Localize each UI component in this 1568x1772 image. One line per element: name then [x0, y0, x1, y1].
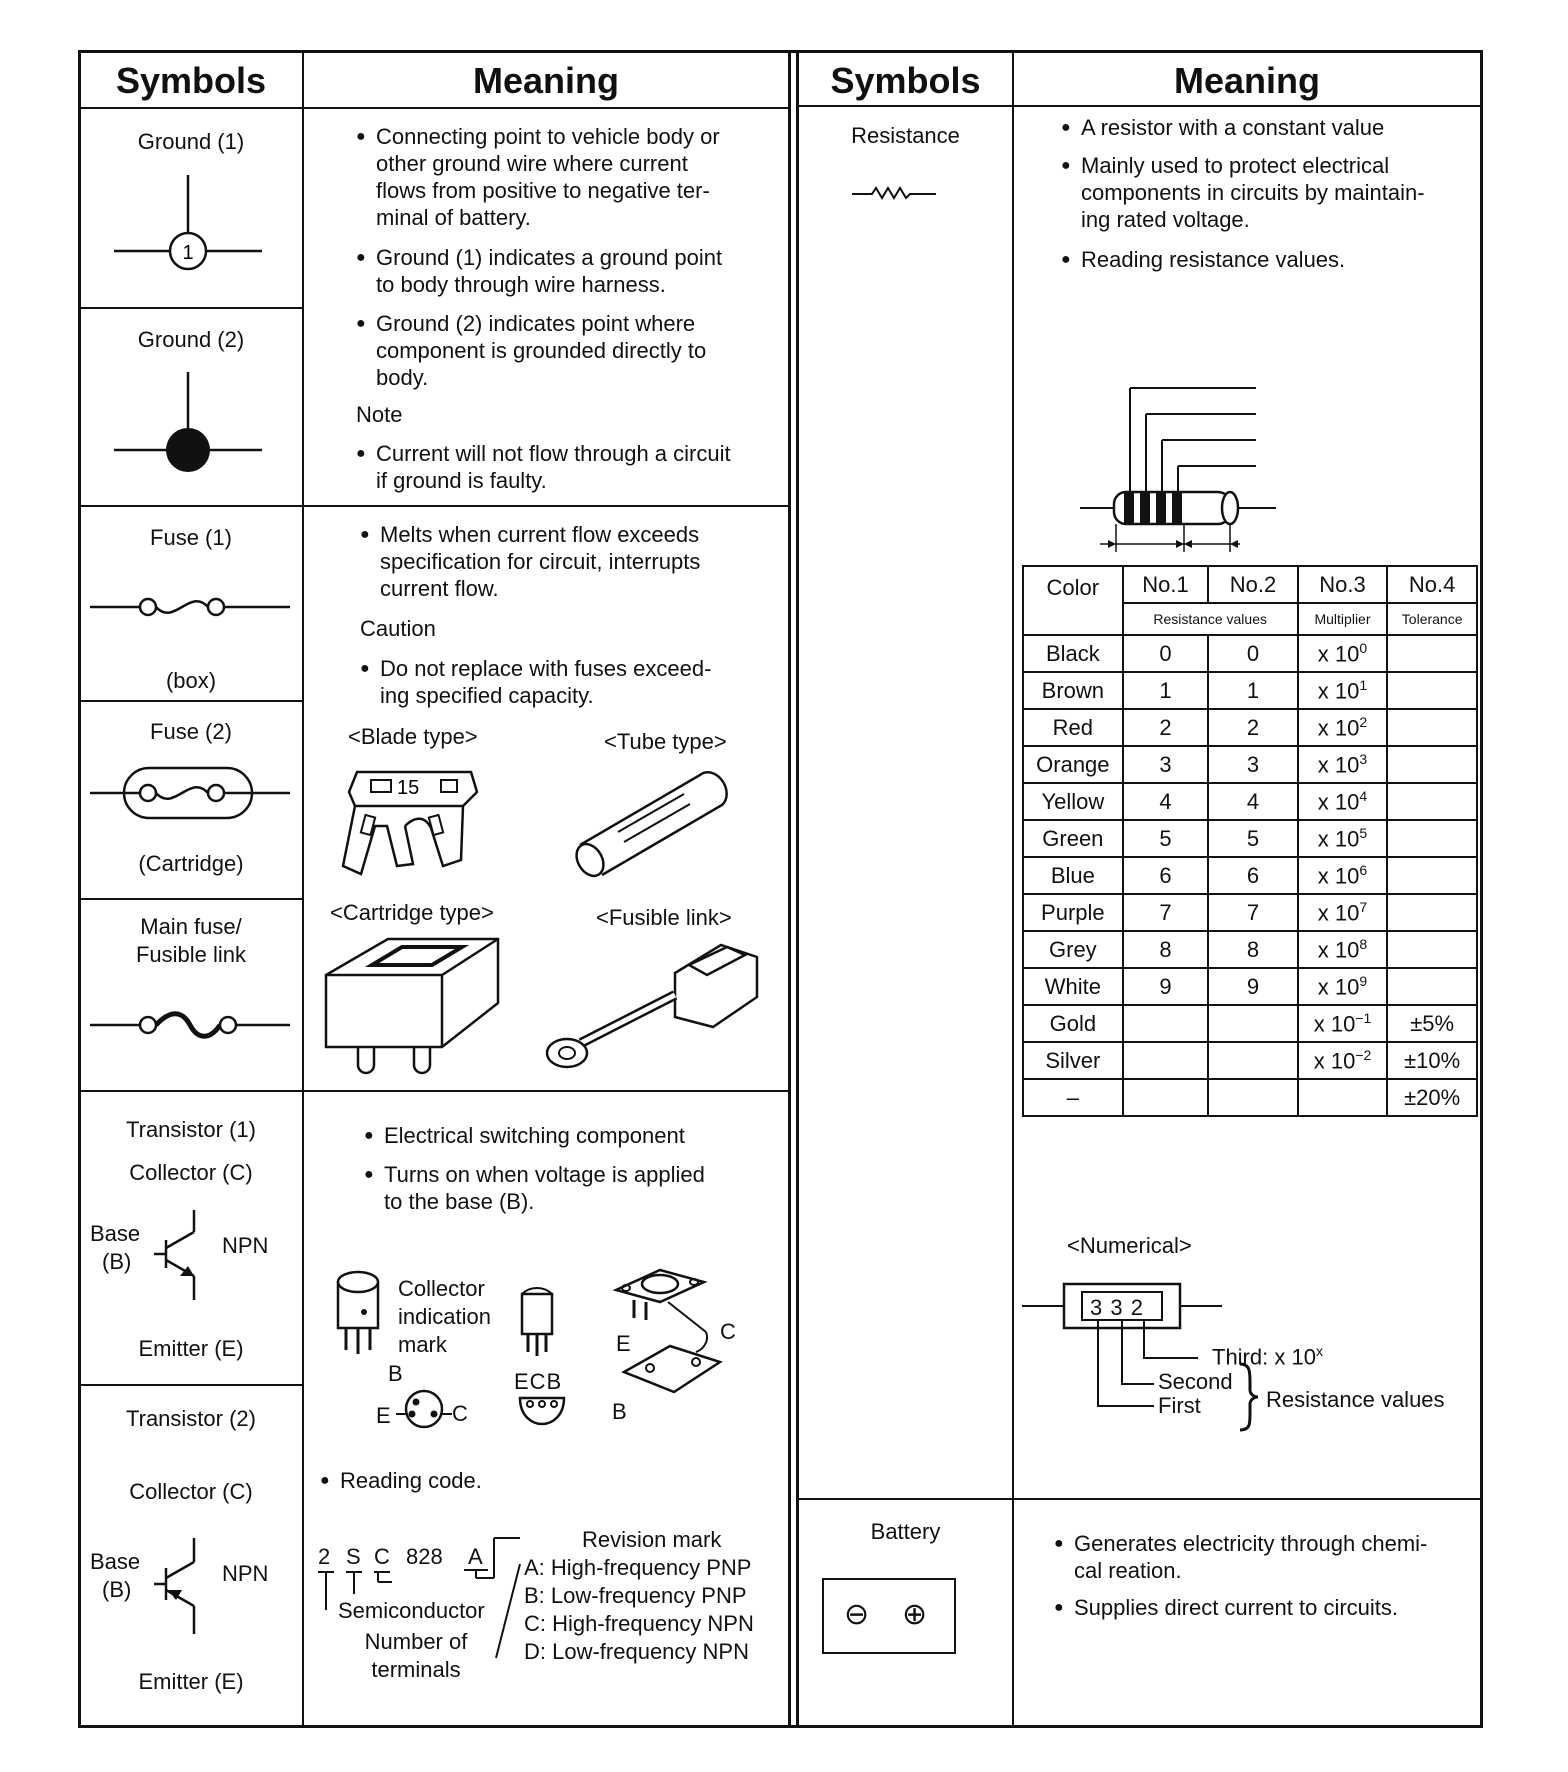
- numerical-first: First: [1158, 1393, 1201, 1418]
- table-row: [1023, 931, 1477, 968]
- cell-multiplier: x $10^0$: [1298, 635, 1388, 672]
- cell-no1: 7: [1123, 894, 1209, 931]
- transistor1-base-2: (B): [102, 1249, 132, 1274]
- battery-minus-icon: ⊖: [844, 1598, 870, 1631]
- collector-mark-line-3: mark: [398, 1332, 447, 1357]
- table-row: [1023, 709, 1477, 746]
- battery-symbol: [822, 1578, 956, 1654]
- mainfuse-symbol: [90, 1010, 290, 1040]
- header-meaning-right: Meaning: [1173, 60, 1320, 101]
- round-pin-b: B: [388, 1361, 403, 1386]
- table-subheader-resistance-values: Resistance values: [1123, 603, 1298, 635]
- table-header-color: Color: [1023, 566, 1123, 635]
- cell-no1: [1123, 1079, 1209, 1116]
- cell-no1: [1123, 1005, 1209, 1042]
- round-pin-c: C: [452, 1401, 468, 1426]
- numerical-resistance-values: Resistance values: [1266, 1387, 1445, 1412]
- battery-bullet-1: ● Generates electricity through chemi- cal reation.: [1054, 1530, 1427, 1584]
- cell-no2: 1: [1208, 672, 1297, 709]
- power-pin-c: C: [720, 1319, 736, 1344]
- cell-color: Gold: [1023, 1005, 1123, 1042]
- ground-note: Note: [356, 402, 403, 427]
- cell-tolerance: [1387, 672, 1477, 709]
- cartridge-type-label: <Cartridge type>: [330, 900, 494, 925]
- fusible-link-illustration: [545, 935, 765, 1080]
- cell-no2: 0: [1208, 635, 1297, 672]
- cell-no1: 4: [1123, 783, 1209, 820]
- numerical-third: Third: x 10$^x$: [1212, 1343, 1323, 1370]
- type-a: A: High-frequency PNP: [524, 1555, 752, 1580]
- transistor-package-flat-side: [518, 1290, 558, 1360]
- cell-no1: 1: [1123, 672, 1209, 709]
- ground-meaning-bullet-3: ● Ground (2) indicates point where component is grounded directly to body.: [356, 310, 706, 391]
- blade-type-label: <Blade type>: [348, 724, 478, 749]
- transistor1-base-1: Base: [90, 1221, 141, 1246]
- cell-color: Brown: [1023, 672, 1123, 709]
- cell-no1: 3: [1123, 746, 1209, 783]
- table-row: [1023, 1079, 1477, 1116]
- terminals-label-2: terminals: [371, 1657, 461, 1682]
- cartridge-fuse-illustration: [322, 935, 502, 1075]
- fuse1-label: Fuse (1): [150, 525, 232, 550]
- ground-meaning-bullet-2: ● Ground (1) indicates a ground point to body through wire harness.: [356, 244, 722, 298]
- cell-no2: [1208, 1079, 1297, 1116]
- table-header-no3: No.3: [1298, 566, 1388, 603]
- transistor1-emitter: Emitter (E): [138, 1336, 244, 1361]
- fuse2-label: Fuse (2): [150, 719, 232, 744]
- tube-fuse-illustration: [570, 760, 750, 870]
- cell-color: Grey: [1023, 931, 1123, 968]
- cell-no2: [1208, 1042, 1297, 1079]
- cell-multiplier: x $10^2$: [1298, 709, 1388, 746]
- numerical-label: <Numerical>: [1067, 1233, 1192, 1258]
- transistor1-npn: NPN: [222, 1233, 269, 1258]
- code-type: C: [374, 1544, 390, 1569]
- ground2-label: Ground (2): [137, 327, 245, 352]
- numerical-second: Second: [1158, 1369, 1233, 1394]
- resistor-symbol: [852, 186, 936, 200]
- transistor2-base-1: Base: [90, 1549, 141, 1574]
- ground2-symbol: [110, 372, 270, 472]
- ground-meaning-bullet-1: ● Connecting point to vehicle body or other ground wire where current flows from positive to negative ter- minal of battery.: [356, 123, 720, 231]
- cell-no1: [1123, 1042, 1209, 1079]
- cell-no2: 9: [1208, 968, 1297, 1005]
- cell-color: Silver: [1023, 1042, 1123, 1079]
- ground1-label: Ground (1): [137, 129, 245, 154]
- collector-mark-line-2: indication: [398, 1304, 491, 1329]
- code-revision: A: [468, 1544, 483, 1569]
- cell-multiplier: x $10^8$: [1298, 931, 1388, 968]
- fuse-meaning-bullet-1: ● Melts when current flow exceeds specification for circuit, interrupts current flow.: [360, 521, 700, 602]
- cell-no2: 3: [1208, 746, 1297, 783]
- cell-no2: 5: [1208, 820, 1297, 857]
- cell-color: Black: [1023, 635, 1123, 672]
- ground1-symbol: [110, 175, 270, 275]
- transistor2-symbol: [150, 1538, 210, 1634]
- cell-multiplier: x $10^9$: [1298, 968, 1388, 1005]
- cell-no2: 2: [1208, 709, 1297, 746]
- cell-multiplier: x $10^6$: [1298, 857, 1388, 894]
- mainfuse-label-2: Fusible link: [135, 942, 247, 967]
- cell-tolerance: [1387, 894, 1477, 931]
- fuse2-sub: (Cartridge): [138, 851, 244, 876]
- cell-color: Blue: [1023, 857, 1123, 894]
- fuse-caution: Caution: [360, 616, 436, 641]
- blade-fuse-value: 15: [397, 777, 420, 799]
- transistor2-label: Transistor (2): [126, 1406, 256, 1431]
- header-symbols-left: Symbols: [115, 60, 267, 101]
- table-row: [1023, 1005, 1477, 1042]
- table-row: [1023, 672, 1477, 709]
- table-row: [1023, 1042, 1477, 1079]
- code-leader-lines: [316, 1530, 536, 1660]
- transistor2-base-2: (B): [102, 1577, 132, 1602]
- cell-multiplier: x $10^{-2}$: [1298, 1042, 1388, 1079]
- table-header-no4: No.4: [1387, 566, 1477, 603]
- transistor-meaning-bullet-1: ● Electrical switching component: [364, 1122, 685, 1149]
- cell-color: Yellow: [1023, 783, 1123, 820]
- code-number: 828: [406, 1544, 443, 1569]
- table-row: [1023, 857, 1477, 894]
- table-row: [1023, 783, 1477, 820]
- table-subheader-tolerance: Tolerance: [1387, 603, 1477, 635]
- fuse-meaning-bullet-2: ● Do not replace with fuses exceed- ing specified capacity.: [360, 655, 711, 709]
- cell-no1: 2: [1123, 709, 1209, 746]
- header-meaning-left: Meaning: [472, 60, 619, 101]
- cell-multiplier: x $10^4$: [1298, 783, 1388, 820]
- transistor-meaning-bullet-3: ● Reading code.: [320, 1467, 482, 1494]
- cell-no2: 4: [1208, 783, 1297, 820]
- cell-tolerance: ±5%: [1387, 1005, 1477, 1042]
- battery-bullet-2: ● Supplies direct current to circuits.: [1054, 1594, 1398, 1621]
- transistor-package-round-bottom: [396, 1384, 452, 1434]
- resistance-bullet-2: ● Mainly used to protect electrical components in circuits by maintain- ing rated voltage.: [1061, 152, 1425, 233]
- cell-no2: 8: [1208, 931, 1297, 968]
- cell-no2: 7: [1208, 894, 1297, 931]
- cell-tolerance: [1387, 746, 1477, 783]
- cell-no2: [1208, 1005, 1297, 1042]
- cell-tolerance: [1387, 857, 1477, 894]
- table-header-no1: No.1: [1123, 566, 1209, 603]
- cell-tolerance: [1387, 709, 1477, 746]
- table-header-no2: No.2: [1208, 566, 1297, 603]
- table-row: [1023, 894, 1477, 931]
- cell-tolerance: [1387, 968, 1477, 1005]
- transistor1-label: Transistor (1): [126, 1117, 256, 1142]
- revision-mark-label: Revision mark: [582, 1527, 722, 1552]
- code-number-of-terminals: 2: [318, 1544, 331, 1569]
- table-row: [1023, 968, 1477, 1005]
- type-b: B: Low-frequency PNP: [524, 1583, 747, 1608]
- battery-plus-icon: ⊕: [902, 1598, 928, 1631]
- table-row: [1023, 635, 1477, 672]
- round-pin-e: E: [376, 1403, 391, 1428]
- cell-no1: 5: [1123, 820, 1209, 857]
- cell-tolerance: ±20%: [1387, 1079, 1477, 1116]
- fuse1-sub: (box): [165, 668, 217, 693]
- resistor-band-illustration: [1080, 386, 1280, 554]
- transistor2-npn: NPN: [222, 1561, 269, 1586]
- terminals-label-1: Number of: [364, 1629, 468, 1654]
- cell-color: Orange: [1023, 746, 1123, 783]
- transistor1-collector: Collector (C): [129, 1160, 253, 1185]
- numerical-brace: [1236, 1362, 1260, 1432]
- resistance-label: Resistance: [851, 123, 960, 148]
- cell-tolerance: [1387, 931, 1477, 968]
- cell-no1: 8: [1123, 931, 1209, 968]
- code-semiconductor: S: [346, 1544, 361, 1569]
- cell-tolerance: [1387, 635, 1477, 672]
- type-d: D: Low-frequency NPN: [524, 1639, 749, 1664]
- ground1-node-number: 1: [182, 242, 194, 264]
- table-row: [1023, 746, 1477, 783]
- cell-multiplier: x $10^3$: [1298, 746, 1388, 783]
- cell-multiplier: x $10^5$: [1298, 820, 1388, 857]
- table-subheader-multiplier: Multiplier: [1298, 603, 1388, 635]
- transistor-package-round-side: [334, 1268, 394, 1358]
- cell-no1: 6: [1123, 857, 1209, 894]
- tube-type-label: <Tube type>: [604, 729, 727, 754]
- cell-no1: 0: [1123, 635, 1209, 672]
- blade-fuse-illustration: [335, 766, 485, 886]
- cell-color: –: [1023, 1079, 1123, 1116]
- cell-no1: 9: [1123, 968, 1209, 1005]
- cell-color: Red: [1023, 709, 1123, 746]
- flat-pin-ecb: ECB: [514, 1369, 563, 1394]
- transistor-meaning-bullet-2: ● Turns on when voltage is applied to the base (B).: [364, 1161, 705, 1215]
- cell-tolerance: [1387, 783, 1477, 820]
- cell-multiplier: [1298, 1079, 1388, 1116]
- cell-no2: 6: [1208, 857, 1297, 894]
- fuse1-symbol: [90, 592, 290, 622]
- semiconductor-label: Semiconductor: [338, 1598, 485, 1623]
- cell-multiplier: x $10^{-1}$: [1298, 1005, 1388, 1042]
- transistor2-collector: Collector (C): [129, 1479, 253, 1504]
- cell-multiplier: x $10^7$: [1298, 894, 1388, 931]
- type-c: C: High-frequency NPN: [524, 1611, 754, 1636]
- numerical-code: 3 3 2: [1090, 1295, 1144, 1320]
- resistance-bullet-3: ● Reading resistance values.: [1061, 246, 1345, 273]
- resistance-bullet-1: ● A resistor with a constant value: [1061, 114, 1384, 141]
- mainfuse-label-1: Main fuse/: [140, 914, 242, 939]
- collector-mark-line-1: Collector: [398, 1276, 485, 1301]
- resistor-color-table: [1022, 565, 1478, 1117]
- header-symbols-right: Symbols: [830, 60, 981, 101]
- cell-color: Purple: [1023, 894, 1123, 931]
- cell-multiplier: x $10^1$: [1298, 672, 1388, 709]
- transistor2-emitter: Emitter (E): [138, 1669, 244, 1694]
- cell-tolerance: [1387, 820, 1477, 857]
- power-pin-b: B: [612, 1399, 627, 1424]
- cell-tolerance: ±10%: [1387, 1042, 1477, 1079]
- ground-meaning-bullet-4: ● Current will not flow through a circuit if ground is faulty.: [356, 440, 731, 494]
- fuse2-symbol: [90, 766, 290, 822]
- cell-color: White: [1023, 968, 1123, 1005]
- fusible-link-label: <Fusible link>: [596, 905, 732, 930]
- table-row: [1023, 820, 1477, 857]
- power-pin-e: E: [616, 1331, 631, 1356]
- transistor-package-flat-bottom: [516, 1394, 568, 1426]
- transistor1-symbol: [150, 1210, 210, 1300]
- cell-color: Green: [1023, 820, 1123, 857]
- battery-label: Battery: [870, 1519, 941, 1544]
